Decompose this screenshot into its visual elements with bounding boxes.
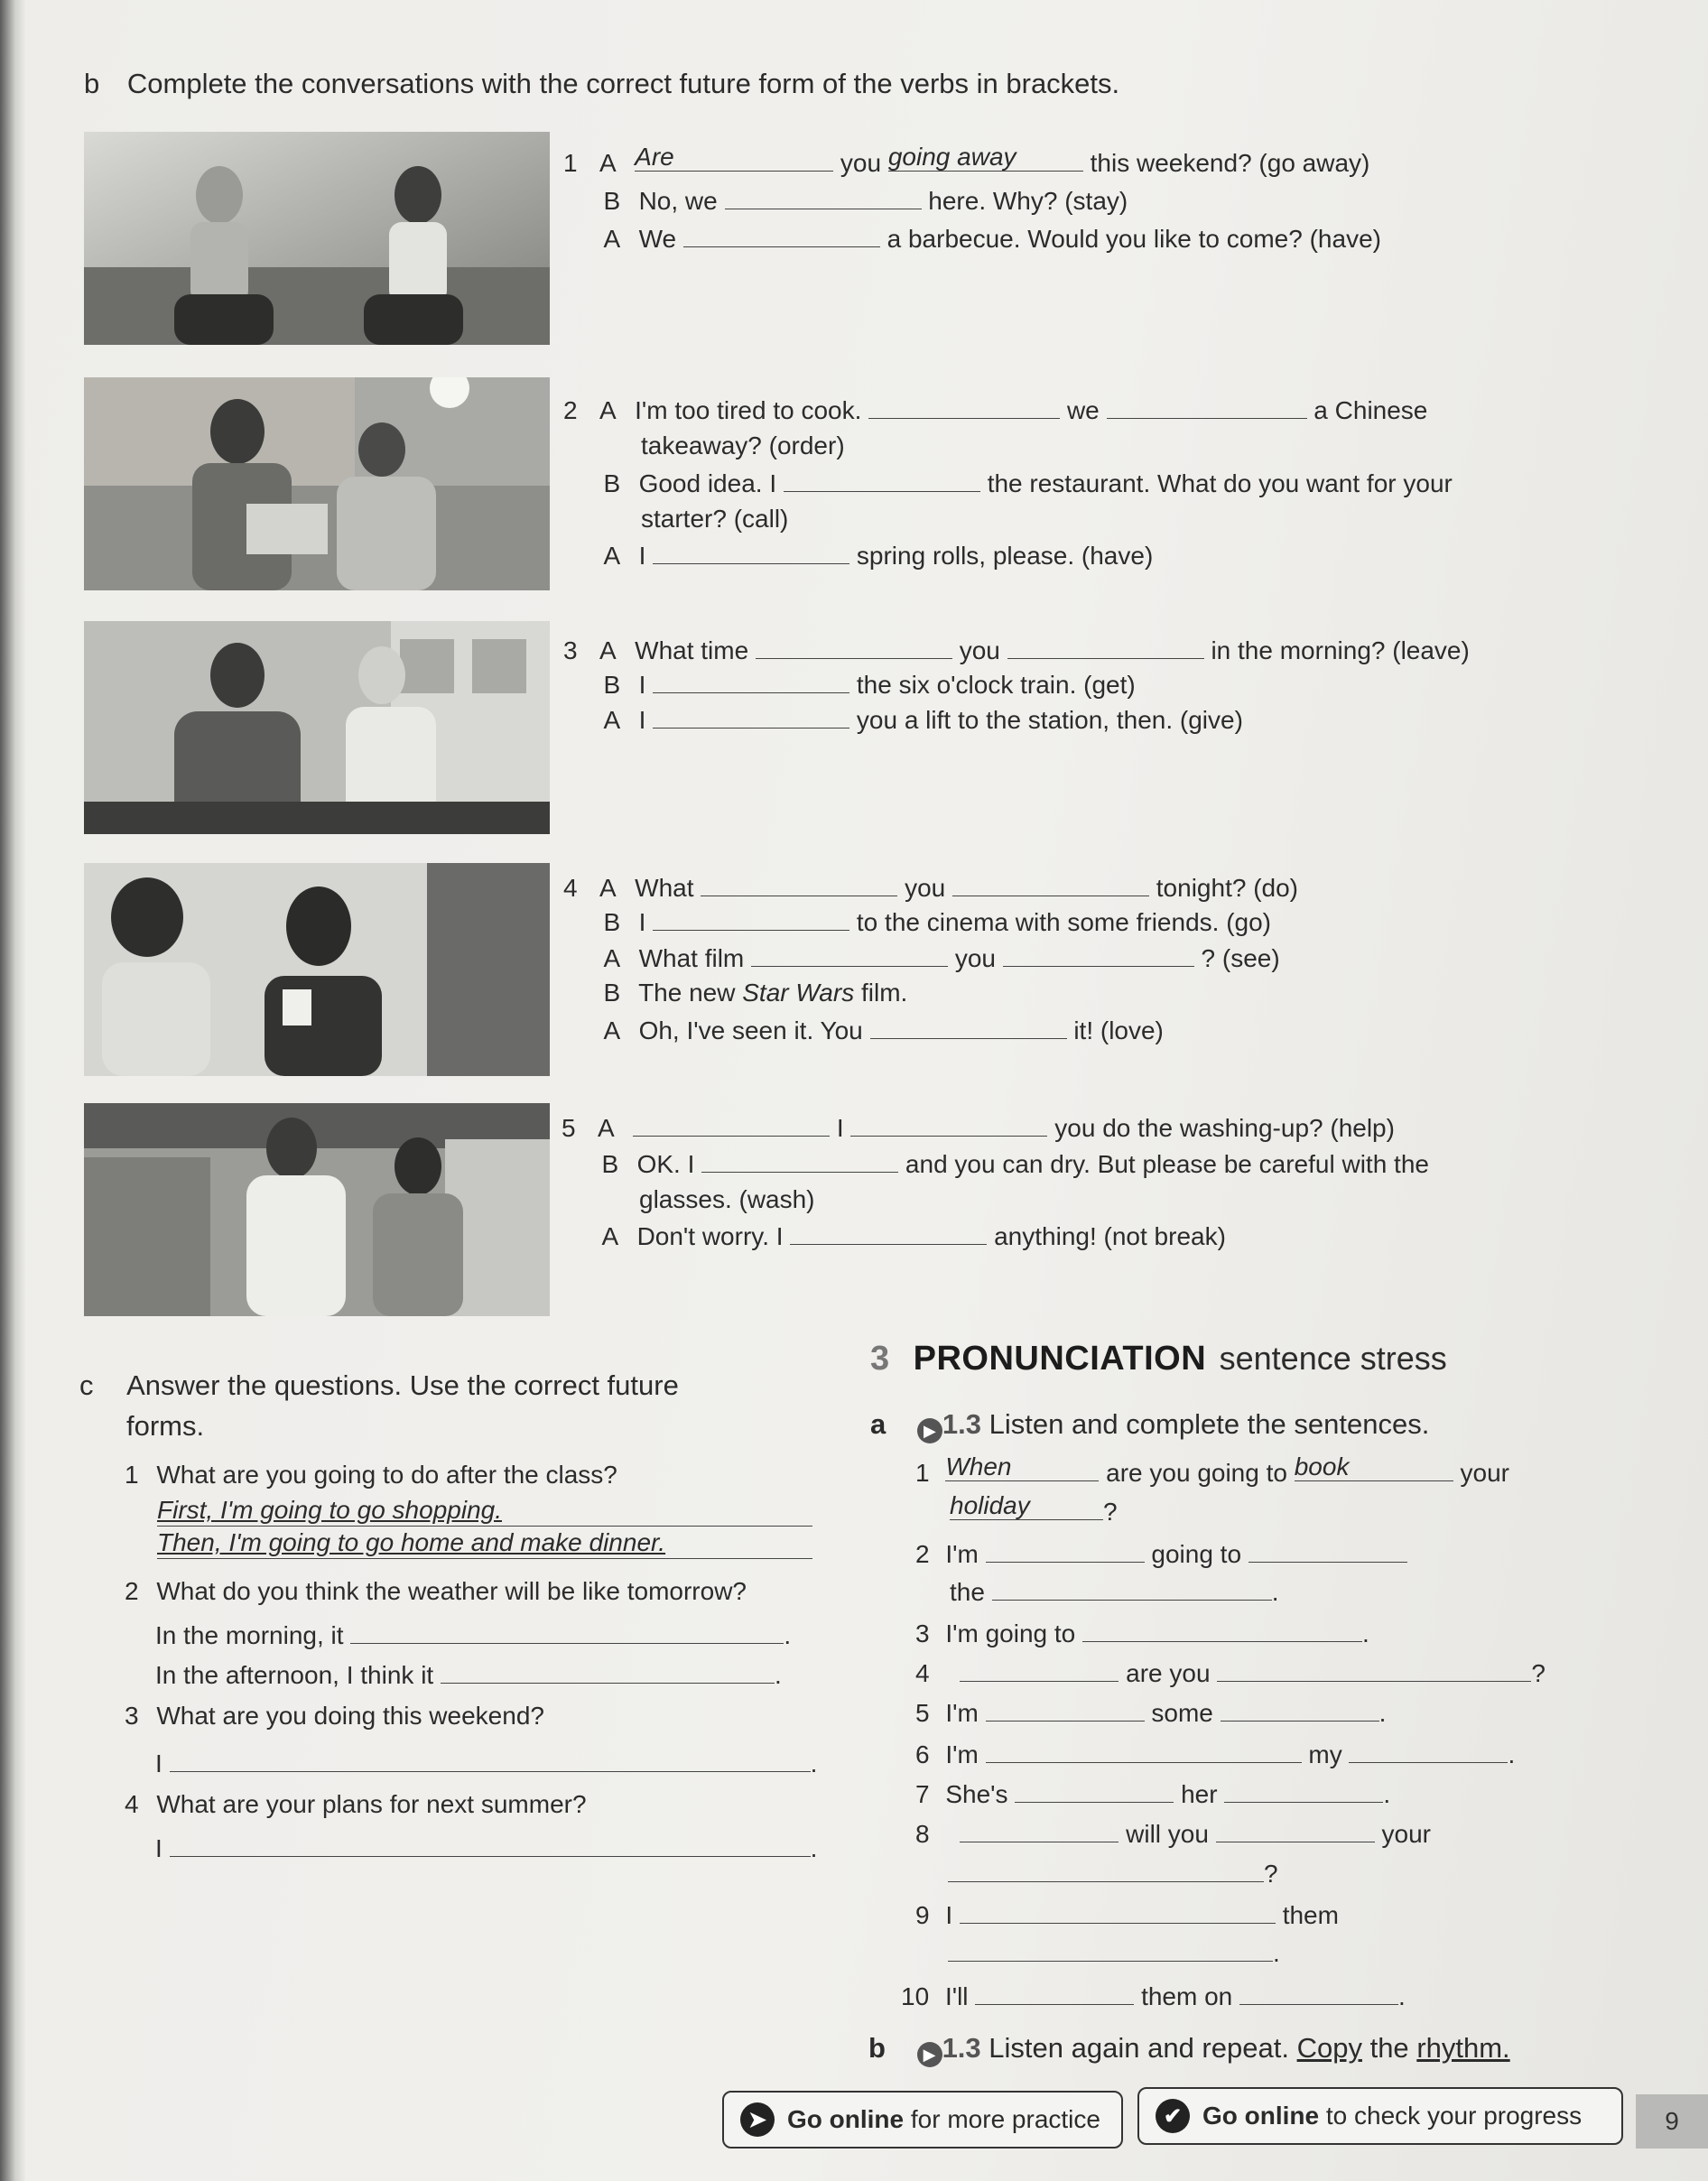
speaker-label: A bbox=[599, 149, 617, 177]
section-letter: b bbox=[84, 68, 100, 99]
speaker-label: B bbox=[603, 469, 621, 497]
example-answer: going away bbox=[887, 143, 1016, 171]
audio-icon[interactable]: ▶ bbox=[917, 1418, 942, 1443]
text: are you going to bbox=[1106, 1459, 1287, 1487]
speaker-label: A bbox=[603, 706, 621, 734]
section-subtitle: sentence stress bbox=[1219, 1340, 1447, 1377]
pron-sentence-10 bbox=[901, 1981, 1406, 2012]
example-answer: Are bbox=[635, 143, 674, 171]
sentence-number: 4 bbox=[915, 1659, 930, 1687]
section-b-instruction: Complete the conversations with the correct future form of the verbs in brackets. bbox=[126, 68, 1120, 99]
answer-blank[interactable] bbox=[960, 1899, 1276, 1924]
speaker-label: B bbox=[603, 908, 621, 936]
text: I bbox=[638, 908, 646, 936]
text: film. bbox=[860, 979, 908, 1007]
conv5-line-a1 bbox=[562, 1112, 1395, 1144]
conv2-line-b-cont: starter? (call) bbox=[641, 505, 789, 533]
text: What film bbox=[638, 944, 745, 972]
speaker-label: A bbox=[603, 542, 621, 570]
text: the six o'clock train. (get) bbox=[856, 671, 1136, 699]
section-c-instruction-cont: forms. bbox=[126, 1410, 205, 1442]
conv5-line-a2 bbox=[562, 1220, 1226, 1252]
answer-prompt: In the morning, it bbox=[155, 1621, 344, 1649]
page-number: 9 bbox=[1636, 2094, 1708, 2149]
text: . bbox=[1398, 1982, 1406, 2010]
c-question-1 bbox=[125, 1460, 617, 1490]
answer-blank[interactable] bbox=[1082, 1618, 1362, 1642]
text: here. Why? (stay) bbox=[928, 187, 1128, 215]
text: I'm too tired to cook. bbox=[635, 396, 862, 424]
conv5-line-b bbox=[562, 1148, 1429, 1180]
example-answer: Then, I'm going to go home and make dinner. bbox=[157, 1528, 666, 1556]
answer-blank[interactable] bbox=[960, 1818, 1119, 1842]
text: I'm bbox=[945, 1740, 979, 1768]
example-answer: book bbox=[1294, 1452, 1350, 1480]
pron-sentence-5 bbox=[915, 1697, 1386, 1729]
conv-number: 1 bbox=[563, 149, 578, 177]
speaker-label: B bbox=[603, 671, 621, 699]
film-title: Star Wars bbox=[742, 979, 855, 1007]
button-label-bold: Go online bbox=[1202, 2102, 1320, 2130]
answer-blank[interactable] bbox=[870, 1015, 1067, 1039]
photo-4-women-at-cinema bbox=[84, 863, 550, 1076]
speaker-label: A bbox=[601, 1222, 619, 1250]
conv-number: 2 bbox=[563, 396, 578, 424]
conv5-line-b-cont: glasses. (wash) bbox=[639, 1185, 815, 1213]
conv1-line-a2 bbox=[563, 223, 1381, 255]
text: your bbox=[1381, 1820, 1431, 1848]
answer-blank[interactable] bbox=[1221, 1697, 1379, 1722]
text: I bbox=[945, 1901, 953, 1929]
text: them on bbox=[1141, 1982, 1233, 2010]
answer-blank[interactable] bbox=[350, 1620, 784, 1644]
answer-blank[interactable] bbox=[960, 1657, 1119, 1682]
answer-blank[interactable] bbox=[1294, 1452, 1453, 1481]
pron-sentence-2 bbox=[915, 1538, 1407, 1570]
answer-blank[interactable] bbox=[1249, 1538, 1407, 1563]
section-letter: b bbox=[868, 2032, 886, 2064]
answer-blank[interactable] bbox=[1007, 635, 1204, 659]
conv4-line-b2 bbox=[563, 978, 907, 1008]
conv2-line-a1-cont: takeaway? (order) bbox=[641, 432, 845, 459]
text: and you can dry. But please be careful with the bbox=[905, 1150, 1429, 1178]
section-letter: a bbox=[870, 1408, 886, 1440]
text: Oh, I've seen it. You bbox=[638, 1016, 863, 1044]
text: I'll bbox=[944, 1982, 969, 2010]
answer-blank[interactable] bbox=[986, 1697, 1145, 1722]
conv-number: 3 bbox=[563, 636, 578, 664]
conv3-line-b bbox=[563, 669, 1136, 701]
answer-blank[interactable] bbox=[1239, 1981, 1398, 2005]
text: anything! (not break) bbox=[994, 1222, 1226, 1250]
text: her bbox=[1181, 1780, 1218, 1808]
pron-sentence-7 bbox=[915, 1778, 1390, 1810]
c-answer-4: I . bbox=[155, 1834, 818, 1862]
answer-blank[interactable] bbox=[1015, 1778, 1174, 1803]
speaker-label: A bbox=[599, 396, 617, 424]
text: tonight? (do) bbox=[1156, 874, 1298, 902]
text: this weekend? (go away) bbox=[1090, 149, 1370, 177]
c-answer-2a: In the morning, it . bbox=[155, 1621, 792, 1649]
answer-blank[interactable] bbox=[948, 1858, 1264, 1882]
text: Good idea. I bbox=[638, 469, 777, 497]
q-number: 3 bbox=[125, 1702, 139, 1730]
conv3-line-a2 bbox=[563, 704, 1243, 736]
conv2-line-b bbox=[563, 468, 1453, 499]
text: a Chinese bbox=[1313, 396, 1428, 424]
show-through bbox=[939, 289, 945, 317]
section-c-heading bbox=[79, 1370, 679, 1401]
answer-blank[interactable] bbox=[441, 1659, 775, 1684]
answer-blank[interactable] bbox=[751, 942, 948, 967]
text: I bbox=[638, 542, 646, 570]
audio-track: 1.3 bbox=[942, 1408, 981, 1440]
conv4-line-a2 bbox=[563, 942, 1280, 974]
text: . bbox=[1383, 1780, 1391, 1808]
pron-sentence-9 bbox=[915, 1899, 1339, 1931]
text: some bbox=[1151, 1699, 1213, 1727]
section-number: 3 bbox=[870, 1340, 890, 1378]
answer-blank[interactable] bbox=[683, 223, 880, 247]
instruction-text: Listen and complete the sentences. bbox=[989, 1408, 1430, 1440]
stressed-word: Copy bbox=[1296, 2032, 1362, 2064]
example-answer: First, I'm going to go shopping. bbox=[157, 1496, 502, 1524]
sentence-number: 5 bbox=[915, 1699, 930, 1727]
text: spring rolls, please. (have) bbox=[856, 542, 1154, 570]
go-online-progress-button[interactable] bbox=[1137, 2087, 1623, 2145]
pron-a-instruction bbox=[870, 1409, 1429, 1443]
q-number: 4 bbox=[125, 1790, 139, 1818]
page-gutter bbox=[0, 0, 25, 2181]
sentence-number: 8 bbox=[915, 1820, 930, 1848]
sentence-number: 6 bbox=[915, 1740, 930, 1768]
conv4-line-a1 bbox=[563, 872, 1298, 904]
answer-blank[interactable] bbox=[653, 704, 849, 729]
text: you bbox=[905, 874, 946, 902]
answer-blank[interactable] bbox=[952, 872, 1149, 896]
text: my bbox=[1308, 1740, 1342, 1768]
speaker-label: A bbox=[599, 874, 617, 902]
answer-blank[interactable] bbox=[950, 1491, 1103, 1520]
text: I'm going to bbox=[945, 1620, 1076, 1647]
answer-blank[interactable] bbox=[1224, 1778, 1383, 1803]
text: will you bbox=[1126, 1820, 1209, 1848]
text: you a lift to the station, then. (give) bbox=[856, 706, 1243, 734]
section-letter: c bbox=[79, 1369, 94, 1401]
answer-blank[interactable] bbox=[653, 540, 849, 564]
sentence-number: 9 bbox=[915, 1901, 930, 1929]
pron-sentence-1-cont bbox=[950, 1491, 1118, 1527]
c-question-3 bbox=[125, 1701, 544, 1731]
answer-blank[interactable] bbox=[992, 1576, 1272, 1601]
sentence-number: 1 bbox=[915, 1459, 930, 1487]
text: We bbox=[638, 225, 677, 253]
text: ? bbox=[1103, 1498, 1118, 1526]
pron-sentence-4 bbox=[915, 1657, 1546, 1689]
answer-blank[interactable] bbox=[701, 872, 897, 896]
example-answer: holiday bbox=[950, 1491, 1030, 1519]
text: What time bbox=[635, 636, 749, 664]
answer-blank[interactable] bbox=[1349, 1739, 1508, 1763]
answer-prompt: I bbox=[155, 1749, 162, 1777]
go-online-practice-button[interactable] bbox=[722, 2091, 1123, 2149]
answer-blank[interactable] bbox=[756, 635, 952, 659]
answer-blank[interactable] bbox=[986, 1739, 1302, 1763]
q-text: What do you think the weather will be like tomorrow? bbox=[156, 1577, 747, 1605]
speaker-label: B bbox=[603, 979, 621, 1007]
text: . bbox=[1508, 1740, 1516, 1768]
text: going to bbox=[1151, 1540, 1242, 1568]
answer-blank[interactable] bbox=[1003, 942, 1194, 967]
answer-blank[interactable] bbox=[701, 1148, 898, 1173]
conv3-line-a1 bbox=[563, 635, 1470, 666]
sentence-number: 7 bbox=[915, 1780, 930, 1808]
text: you bbox=[954, 944, 996, 972]
answer-prompt: In the afternoon, I think it bbox=[155, 1661, 434, 1689]
sentence-number: 10 bbox=[901, 1982, 930, 2010]
q-text: What are you doing this weekend? bbox=[156, 1702, 544, 1730]
answer-blank[interactable] bbox=[170, 1833, 811, 1857]
text: are you bbox=[1126, 1659, 1211, 1687]
answer-blank[interactable] bbox=[790, 1220, 987, 1245]
speaker-label: B bbox=[603, 187, 621, 215]
conv1-line-a1 bbox=[563, 143, 1370, 179]
pron-sentence-8-cont bbox=[948, 1858, 1278, 1889]
answer-blank[interactable] bbox=[945, 1452, 1099, 1481]
pron-sentence-2-cont bbox=[950, 1576, 1279, 1608]
text: I bbox=[638, 706, 646, 734]
text: . bbox=[1273, 1939, 1280, 1967]
speaker-label: A bbox=[603, 944, 621, 972]
photo-5-couple-in-kitchen bbox=[84, 1103, 550, 1316]
speaker-label: B bbox=[601, 1150, 619, 1178]
photo-2-couple-with-tablet bbox=[84, 377, 550, 590]
c-question-2 bbox=[125, 1576, 747, 1607]
text: you do the washing-up? (help) bbox=[1054, 1114, 1395, 1142]
speaker-label: A bbox=[598, 1114, 615, 1142]
text: them bbox=[1282, 1901, 1339, 1929]
section-c-instruction: Answer the questions. Use the correct future bbox=[126, 1369, 679, 1401]
answer-blank[interactable] bbox=[948, 1937, 1273, 1962]
answer-blank[interactable] bbox=[633, 1112, 830, 1137]
c-answer-1b[interactable] bbox=[157, 1527, 812, 1559]
answer-blank[interactable] bbox=[887, 143, 1083, 172]
conv1-line-b bbox=[563, 185, 1128, 217]
answer-blank[interactable] bbox=[725, 185, 922, 209]
c-answer-2b: In the afternoon, I think it . bbox=[155, 1661, 782, 1689]
q-text: What are your plans for next summer? bbox=[156, 1790, 587, 1818]
answer-blank[interactable] bbox=[784, 468, 980, 492]
pron-sentence-3 bbox=[915, 1618, 1369, 1649]
text: . bbox=[1362, 1620, 1369, 1647]
text: . bbox=[1271, 1578, 1279, 1606]
answer-blank[interactable] bbox=[986, 1538, 1145, 1563]
text: ? bbox=[1531, 1659, 1546, 1687]
answer-blank[interactable] bbox=[653, 669, 849, 693]
section-title: PRONUNCIATION bbox=[913, 1340, 1207, 1378]
text: you bbox=[840, 149, 882, 177]
photo-3-couple-with-coffee bbox=[84, 621, 550, 834]
photo-1-two-women-strollers bbox=[84, 132, 550, 345]
text: OK. I bbox=[636, 1150, 695, 1178]
pron-sentence-1 bbox=[915, 1452, 1509, 1489]
stressed-word: rhythm. bbox=[1416, 2032, 1510, 2064]
c-answer-1a[interactable] bbox=[157, 1495, 812, 1527]
conv2-line-a2 bbox=[563, 540, 1153, 571]
text: in the morning? (leave) bbox=[1211, 636, 1470, 664]
sentence-number: 2 bbox=[915, 1540, 930, 1568]
text: a barbecue. Would you like to come? (have) bbox=[886, 225, 1381, 253]
instruction-text: Listen again and repeat. bbox=[989, 2032, 1289, 2064]
text: we bbox=[1066, 396, 1100, 424]
text: I'm bbox=[945, 1699, 979, 1727]
text: ? bbox=[1264, 1860, 1278, 1888]
q-number: 2 bbox=[125, 1577, 139, 1605]
section-3-heading bbox=[870, 1340, 1447, 1378]
q-text: What are you going to do after the class? bbox=[156, 1461, 617, 1489]
text: ? (see) bbox=[1201, 944, 1280, 972]
arrow-icon: ➤ bbox=[740, 2102, 775, 2137]
instruction-text: the bbox=[1369, 2032, 1409, 2064]
text: your bbox=[1460, 1459, 1509, 1487]
text: She's bbox=[945, 1780, 1008, 1808]
conv-number: 5 bbox=[562, 1114, 576, 1142]
audio-icon[interactable]: ▶ bbox=[917, 2042, 942, 2067]
pron-b-instruction bbox=[868, 2033, 1510, 2067]
text: I'm bbox=[945, 1540, 979, 1568]
text: What bbox=[635, 874, 694, 902]
button-label: for more practice bbox=[910, 2105, 1100, 2133]
q-number: 1 bbox=[125, 1461, 139, 1489]
audio-track: 1.3 bbox=[942, 2032, 981, 2064]
text: Don't worry. I bbox=[636, 1222, 784, 1250]
pron-sentence-9-cont bbox=[948, 1937, 1280, 1969]
answer-blank[interactable] bbox=[1217, 1657, 1531, 1682]
check-icon: ✔ bbox=[1156, 2099, 1190, 2133]
text: the bbox=[950, 1578, 985, 1606]
answer-blank[interactable] bbox=[868, 394, 1060, 419]
text: to the cinema with some friends. (go) bbox=[856, 908, 1271, 936]
speaker-label: A bbox=[599, 636, 617, 664]
speaker-label: A bbox=[603, 1016, 621, 1044]
c-question-4 bbox=[125, 1789, 587, 1820]
c-answer-3: I . bbox=[155, 1749, 818, 1777]
text: I bbox=[638, 671, 646, 699]
sentence-number: 3 bbox=[915, 1620, 930, 1647]
pron-sentence-6 bbox=[915, 1739, 1515, 1770]
pron-sentence-8 bbox=[915, 1818, 1431, 1850]
text: . bbox=[1378, 1699, 1387, 1727]
answer-blank[interactable] bbox=[850, 1112, 1047, 1137]
button-label: to check your progress bbox=[1325, 2102, 1583, 2130]
answer-blank[interactable] bbox=[1216, 1818, 1375, 1842]
answer-blank[interactable] bbox=[1107, 394, 1307, 419]
answer-prompt: I bbox=[155, 1834, 162, 1862]
answer-blank[interactable] bbox=[653, 906, 849, 931]
answer-blank[interactable] bbox=[975, 1981, 1134, 2005]
section-b-heading bbox=[84, 69, 1119, 99]
speaker-label: A bbox=[603, 225, 621, 253]
text: The new bbox=[638, 979, 736, 1007]
conv4-line-a3 bbox=[563, 1015, 1164, 1046]
text: the restaurant. What do you want for your bbox=[987, 469, 1453, 497]
answer-blank[interactable] bbox=[170, 1748, 811, 1772]
text: you bbox=[959, 636, 1000, 664]
button-label-bold: Go online bbox=[787, 2105, 905, 2133]
conv-number: 4 bbox=[563, 874, 578, 902]
text: I bbox=[836, 1114, 844, 1142]
text: it! (love) bbox=[1073, 1016, 1164, 1044]
text: No, we bbox=[638, 187, 718, 215]
answer-blank[interactable] bbox=[635, 143, 833, 172]
conv2-line-a1 bbox=[563, 394, 1427, 426]
example-answer: When bbox=[945, 1452, 1012, 1480]
conv4-line-b1 bbox=[563, 906, 1271, 938]
